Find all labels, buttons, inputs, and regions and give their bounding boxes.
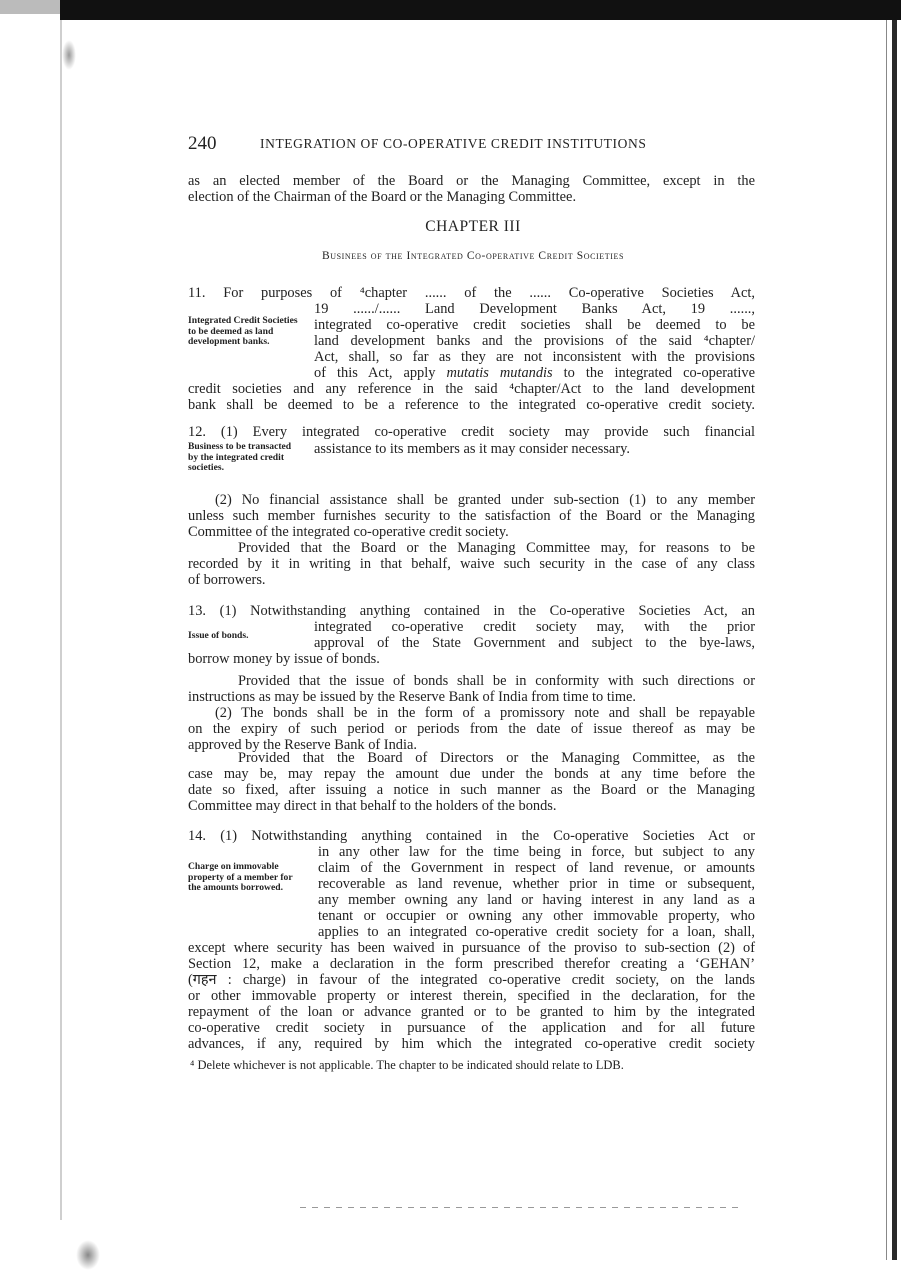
s14-line: (गहन : charge) in favour of the integrated co-operative credit society, on the lands: [188, 972, 755, 988]
scan-bottom-dots: [300, 1207, 740, 1208]
s13-line: 13. (1) Notwithstanding anything contained in the Co-operative Societies Act, an: [188, 603, 755, 619]
s12-line: unless such member furnishes security to the satisfaction of the Board or the Managing: [188, 508, 755, 524]
s14-line: or other immovable property or interest therein, specified in the declaration, for the: [188, 988, 755, 1004]
margin-note-s13: Issue of bonds.: [188, 630, 249, 641]
scan-smudge: [76, 1240, 100, 1270]
s13-line: approval of the State Government and subject to the bye-laws,: [314, 635, 755, 651]
s13-line: (2) The bonds shall be in the form of a promissory note and shall be repayable: [215, 705, 755, 721]
footnote: ⁴ Delete whichever is not applicable. The chapter to be indicated should relate to LDB.: [190, 1058, 624, 1072]
s14-line: advances, if any, required by him which the integrated co-operative credit society: [188, 1036, 755, 1052]
s14-line: recoverable as land revenue, whether prior in time or subsequent,: [318, 876, 755, 892]
margin-note-s12: Business to be transacted by the integrated credit societies.: [188, 441, 292, 473]
s14-line: applies to an integrated co-operative credit society for a loan, shall,: [318, 924, 755, 940]
s12-line: of borrowers.: [188, 572, 266, 588]
scan-corner: [0, 0, 60, 14]
s13-line: approved by the Reserve Bank of India.: [188, 737, 417, 753]
scan-smudge: [62, 40, 76, 70]
s14-line: Section 12, make a declaration in the form prescribed therefor creating a ‘GEHAN’: [188, 956, 755, 972]
s11-line: 19 ....../...... Land Development Banks Act, 19 ......,: [314, 301, 755, 317]
s12-line: (2) No financial assistance shall be granted under sub-section (1) to any member: [215, 492, 755, 508]
s13-line: Provided that the Board of Directors or the Managing Committee, as the: [238, 750, 755, 766]
s13-line: Committee may direct in that behalf to the holders of the bonds.: [188, 798, 557, 814]
s11-line: integrated co-operative credit societies shall be deemed to be: [314, 317, 755, 333]
chapter-title: CHAPTER III: [425, 218, 521, 235]
s12-line: recorded by it in writing in that behalf, waive such security in the case of any class: [188, 556, 755, 572]
intro-line: election of the Chairman of the Board or the Managing Committee.: [188, 189, 577, 205]
s13-line: instructions as may be issued by the Reserve Bank of India from time to time.: [188, 689, 637, 705]
chapter-heading: Businees of the Integrated Co-operative Credit Societies: [321, 250, 625, 262]
s11-line: of this Act, apply mutatis mutandis to the integrated co-operative: [314, 365, 755, 381]
s14-line: repayment of the loan or advance granted or to be granted to him by the integrated: [188, 1004, 755, 1020]
s13-line: borrow money by issue of bonds.: [188, 651, 380, 667]
s12-line: Committee of the integrated co-operative credit society.: [188, 524, 509, 540]
scan-right-border: [892, 20, 897, 1260]
s14-line: 14. (1) Notwithstanding anything contained in the Co-operative Societies Act or: [188, 828, 755, 844]
s13-line: integrated co-operative credit society may, with the prior: [314, 619, 755, 635]
s12-line: 12. (1) Every integrated co-operative credit society may provide such financial: [188, 424, 755, 440]
s11-line: 11. For purposes of ⁴chapter ...... of the ...... Co-operative Societies Act,: [188, 285, 755, 301]
s12-line: assistance to its members as it may consider necessary.: [314, 441, 630, 457]
s11-line: Act, shall, so far as they are not inconsistent with the provisions: [314, 349, 755, 365]
page-number: 240: [188, 133, 217, 154]
scan-top-border: [60, 0, 901, 20]
s14-line: co-operative credit society in pursuance of the application and for all future: [188, 1020, 755, 1036]
s11-line: land development banks and the provisions of the said ⁴chapter/: [314, 333, 755, 349]
s14-line: tenant or occupier or owning any other immovable property, who: [318, 908, 755, 924]
s13-line: case may be, may repay the amount due under the bonds at any time before the: [188, 766, 755, 782]
s13-line: date so fixed, after issuing a notice in such manner as the Board or the Managing: [188, 782, 755, 798]
s11-line: credit societies and any reference in the said ⁴chapter/Act to the land development: [188, 381, 755, 397]
s14-line: any member owning any land or having interest in any land as a: [318, 892, 755, 908]
margin-note-s14: Charge on immovable property of a member for the amounts borrowed.: [188, 861, 293, 893]
s14-line: in any other law for the time being in force, but subject to any: [318, 844, 755, 860]
s13-line: on the expiry of such period or periods from the date of issue thereof as may be: [188, 721, 755, 737]
running-head: INTEGRATION OF CO-OPERATIVE CREDIT INSTITUTIONS: [260, 136, 647, 151]
s11-line: bank shall be deemed to be a reference to the integrated co-operative credit society.: [188, 397, 755, 413]
s13-line: Provided that the issue of bonds shall be in conformity with such directions or: [238, 673, 755, 689]
scan-left-edge: [60, 20, 62, 1220]
scan-right-rule: [886, 20, 887, 1260]
intro-line: as an elected member of the Board or the Managing Committee, except in the: [188, 173, 755, 189]
s12-line: Provided that the Board or the Managing Committee may, for reasons to be: [238, 540, 755, 556]
margin-note-s11: Integrated Credit Societies to be deemed as land development banks.: [188, 315, 298, 347]
s14-line: except where security has been waived in pursuance of the proviso to sub-section (2) of: [188, 940, 755, 956]
s14-line: claim of the Government in respect of land revenue, or amounts: [318, 860, 755, 876]
